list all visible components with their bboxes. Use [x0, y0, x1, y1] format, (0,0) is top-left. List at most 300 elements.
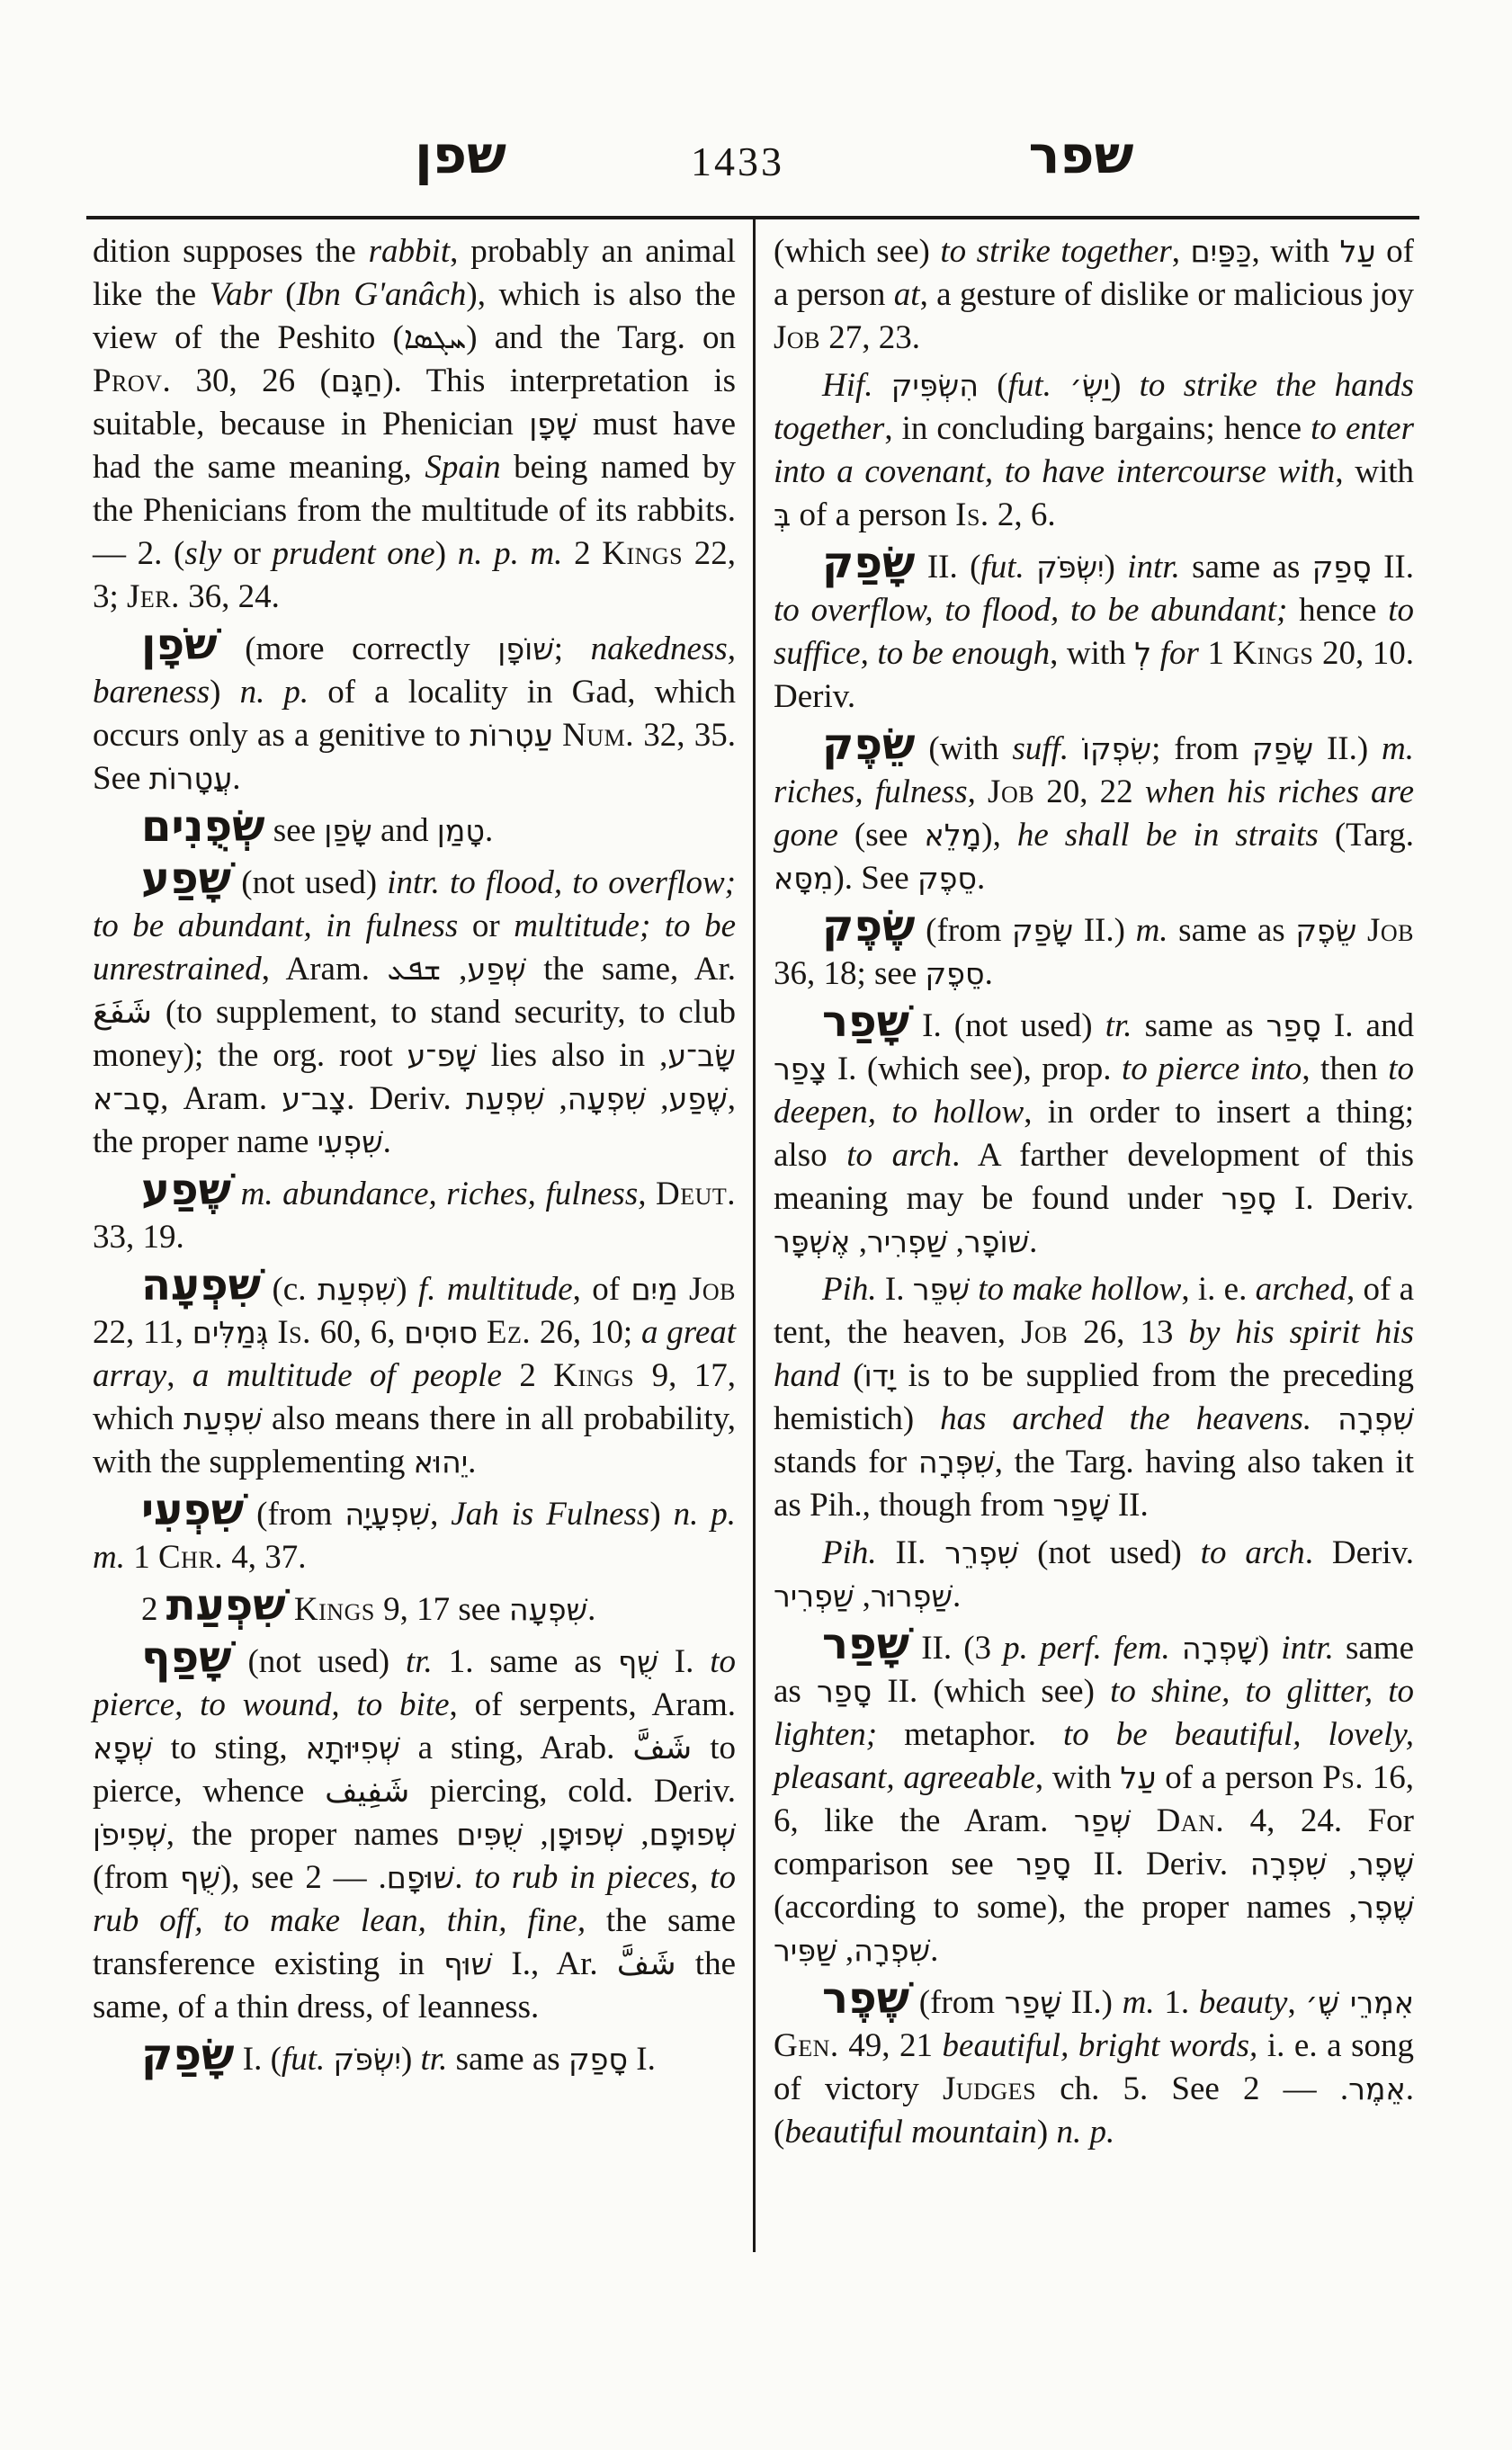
hebrew-word: שֻׁף: [617, 1644, 658, 1679]
hebrew-word: שָׁפַר: [1004, 1985, 1061, 2020]
hebrew-word: שֶׁפֶר: [1356, 1890, 1414, 1925]
text: ), see: [219, 1859, 306, 1896]
italic-text: n. p.: [239, 674, 309, 711]
text: (according to some), the proper names: [774, 1889, 1349, 1926]
hebrew-headword: שָׁפַר: [822, 1619, 910, 1669]
italic-text: has arched the heavens.: [940, 1400, 1312, 1437]
text: or: [458, 908, 514, 944]
text: [231, 1176, 241, 1212]
hebrew-word: שָׂפַק: [1252, 731, 1314, 766]
text: [1069, 730, 1082, 767]
text: ): [1104, 549, 1128, 586]
hebrew-word: אֶשְׁפָּר: [774, 1224, 851, 1259]
text: same as: [1179, 549, 1312, 586]
scripture-reference: Ps.: [1322, 1759, 1364, 1796]
hebrew-word: סָפַק: [1311, 550, 1372, 585]
italic-text: to pierce into: [1121, 1051, 1302, 1087]
text: to pierce, whence: [93, 1730, 736, 1810]
text: ,: [430, 1496, 452, 1533]
scripture-reference: Is.: [955, 496, 989, 533]
entry-shiphath-crossref: [93, 1580, 736, 1632]
italic-text: fut.: [980, 549, 1024, 586]
text: 1. same as: [432, 1643, 618, 1680]
italic-text: Pih.: [822, 1534, 877, 1571]
text: , the Targ. having also taken it as Pih., though from: [774, 1444, 1414, 1524]
italic-text: to enter into a covenant, to have intercourse with: [774, 410, 1414, 490]
italic-text: m.: [240, 1176, 273, 1212]
text: II.): [1313, 730, 1382, 767]
text: [1311, 1400, 1338, 1437]
text: (not used): [231, 1643, 406, 1680]
hebrew-word: סֵפֶק: [917, 861, 978, 896]
text: .: [587, 1591, 596, 1628]
text: [873, 367, 891, 404]
scripture-reference: Kings: [1232, 635, 1314, 672]
italic-text: Spain: [425, 449, 501, 486]
text: 9, 17 see: [374, 1591, 509, 1628]
text: ,: [544, 1080, 568, 1117]
scripture-reference: Job: [988, 773, 1035, 810]
text: .: [1029, 1223, 1038, 1260]
text: (to supplement, to stand security, to club money); the org. root: [93, 994, 736, 1074]
text: . — 2.: [305, 1859, 475, 1896]
hebrew-word: שַׁפְרוּר: [870, 1578, 953, 1614]
hebrew-word: שִׁפְעָה: [508, 1592, 588, 1627]
text: ,: [850, 1223, 867, 1260]
text: 26, 10;: [531, 1314, 641, 1351]
text: (which see): [774, 233, 941, 270]
text: ,: [623, 1816, 649, 1853]
hebrew-headword: שֹׁפָן: [141, 620, 218, 670]
italic-text: beautiful mountain: [784, 2114, 1037, 2150]
arabic-word: شَفَعَ: [93, 994, 152, 1031]
text: (from: [909, 1984, 1005, 2021]
hebrew-word: שׁוֹפָן: [497, 631, 554, 666]
hebrew-word: מַיִם: [631, 1272, 678, 1307]
italic-text: tr.: [405, 1643, 433, 1680]
arabic-word: شَفَّ: [616, 1945, 676, 1982]
hebrew-word: שִׁפְעַת: [317, 1272, 397, 1307]
text: (see: [837, 817, 925, 854]
text: 1: [1198, 635, 1233, 672]
running-head-left-keyword: שפן: [414, 124, 507, 185]
hebrew-word: סָפַר: [1266, 1008, 1321, 1043]
text: ): [1257, 1630, 1282, 1667]
italic-text: n. p.: [1056, 2114, 1115, 2150]
text: same as: [1132, 1007, 1266, 1044]
text: stands for: [774, 1444, 918, 1480]
text: is to be supplied from the preceding hemistich): [774, 1357, 1414, 1437]
scripture-reference: Kings: [602, 535, 684, 572]
scripture-reference: Job: [774, 319, 821, 356]
hebrew-word: שִׁפְרָה: [854, 1933, 931, 1968]
text: 1.: [1154, 1984, 1199, 2021]
text: , Aram.: [160, 1080, 282, 1117]
text: [1131, 1802, 1157, 1839]
italic-text: for: [1159, 635, 1199, 672]
entry-sephunim-crossref: [93, 801, 736, 853]
hebrew-word: שִׁפְעִי: [317, 1124, 383, 1159]
text: . Deriv.: [346, 1080, 466, 1117]
hebrew-word: סוּסִים: [404, 1315, 479, 1350]
scripture-reference: Job: [688, 1271, 737, 1308]
text: , in order to insert a thing; also: [774, 1094, 1414, 1174]
text: (: [272, 276, 297, 313]
entry-saphaq-I: [93, 2030, 736, 2081]
text: .: [984, 955, 993, 992]
text: the same, Ar.: [525, 951, 737, 988]
italic-text: nakedness, bareness: [93, 630, 736, 711]
hebrew-word: שַׁפִּיר: [774, 1933, 837, 1968]
italic-text: fut.: [1007, 367, 1051, 404]
text: same as: [774, 1630, 1414, 1710]
hebrew-word: שִׁפְעַת: [183, 1401, 263, 1436]
text: .: [930, 1932, 939, 1969]
text: [269, 1314, 278, 1351]
italic-text: sly: [184, 535, 222, 572]
text: (from: [93, 1859, 181, 1896]
italic-text: to deepen, to hollow: [774, 1051, 1415, 1131]
text: to sting,: [152, 1730, 306, 1766]
text: ,: [947, 1223, 964, 1260]
text: , the proper name: [93, 1080, 737, 1160]
text: [970, 1271, 978, 1308]
text: 2, 6.: [989, 496, 1056, 533]
text: I. Deriv.: [1275, 1180, 1414, 1217]
italic-text: when his riches are gone: [774, 773, 1415, 854]
hebrew-word: מָלֵא: [924, 818, 982, 853]
text: 32, 35. See: [93, 717, 737, 797]
text: , the proper names: [166, 1816, 457, 1853]
text: [1356, 912, 1367, 949]
scripture-reference: Chr.: [157, 1539, 224, 1576]
entry-shophan: [93, 620, 737, 800]
italic-text: fut.: [281, 2041, 326, 2078]
text: , in concluding bargains; hence: [884, 410, 1311, 447]
hebrew-headword: שִׁפְעַת: [166, 1580, 286, 1631]
italic-text: suff.: [1012, 730, 1069, 767]
text: same as: [447, 2041, 568, 2078]
entry-shiphi-name: [93, 1485, 737, 1579]
hebrew-word: שֻׁף: [180, 1860, 220, 1895]
text: hence: [1287, 592, 1389, 629]
hebrew-word: שִׁפֵּר: [912, 1272, 970, 1307]
scripture-reference: Job: [1366, 912, 1414, 949]
hebrew-word: שִׁפְעָיָה: [344, 1497, 431, 1532]
text: 20, 22: [1034, 773, 1145, 810]
text: of a person: [791, 496, 956, 533]
text: ). This interpretation is suitable, because in Phenician: [93, 362, 736, 443]
text: II.: [876, 1534, 945, 1571]
text: ,: [837, 1932, 854, 1969]
text: [1151, 635, 1160, 672]
hebrew-headword: שָׂפַק: [141, 2030, 235, 2080]
text: .: [382, 1123, 391, 1160]
italic-text: to be beautiful, lovely, pleasant, agreeable: [774, 1716, 1415, 1796]
entry-shaphar-I: [774, 997, 1415, 1264]
text: , of serpents, Aram.: [449, 1686, 736, 1723]
hebrew-headword: שָׁפַף: [141, 1632, 232, 1683]
text: and: [371, 812, 437, 849]
text: (: [979, 367, 1008, 404]
italic-text: m.: [1122, 1984, 1155, 2021]
text: (from: [915, 912, 1013, 949]
text: [478, 1314, 487, 1351]
scripture-reference: Deut.: [656, 1176, 737, 1212]
hebrew-word: שְׁפוּפָן: [548, 1817, 624, 1852]
scripture-reference: Kings: [293, 1591, 375, 1628]
page-number: 1433: [691, 139, 784, 184]
hebrew-word: שׁוֹפָר: [963, 1224, 1030, 1259]
hebrew-word: שֻׁפִּים: [456, 1817, 523, 1852]
hebrew-word: חַגָּם: [330, 363, 383, 398]
text: [646, 1176, 656, 1212]
text: [976, 773, 988, 810]
text: 22, 11,: [93, 1314, 192, 1351]
italic-text: at: [893, 276, 920, 313]
text: 9, 17, which: [93, 1357, 737, 1437]
italic-text: Ibn G'anâch: [296, 276, 467, 313]
text: , of: [572, 1271, 631, 1308]
text: II.): [1060, 1984, 1123, 2021]
entry-shiphah-noun: [93, 1260, 737, 1484]
text: 20, 10. Deriv.: [774, 635, 1414, 715]
entry-shapha-root: [93, 854, 737, 1164]
italic-text: to strike together: [940, 233, 1172, 270]
hebrew-word: שׁוּף: [443, 1946, 493, 1981]
hebrew-word: טָמַן: [436, 813, 485, 848]
text: the same, of a thin dress, of leanness.: [93, 1945, 737, 2025]
hebrew-word: לְ: [1134, 636, 1152, 671]
italic-text: to pierce, to wound, to bite: [93, 1643, 736, 1723]
hebrew-word: יֵהוּא: [413, 1444, 469, 1480]
text: . — 2. (: [774, 2070, 1415, 2150]
entry-shaphaph-root: [93, 1632, 737, 2029]
hebrew-word: שְׁפִיּוּתָא: [305, 1730, 400, 1766]
text: I., Ar.: [492, 1945, 617, 1982]
text: 22, 3;: [93, 535, 737, 615]
text: ,: [1326, 1846, 1357, 1882]
text: 16, 6, like the Aram.: [774, 1759, 1414, 1839]
arabic-word: شَفِيف: [325, 1773, 410, 1810]
hebrew-word: הִשְׂפִּיק: [890, 368, 980, 403]
italic-text: abundance, riches, fulness,: [282, 1176, 647, 1212]
text: [553, 717, 562, 754]
italic-text: to strike the hands together: [774, 367, 1415, 447]
hebrew-word: יַשְׂ׳: [1069, 368, 1111, 403]
text: , i. e.: [1181, 1271, 1256, 1308]
text: , a gesture of dislike or malicious joy: [919, 276, 1414, 313]
text: the same transference existing in: [93, 1902, 736, 1982]
text: ,: [441, 951, 468, 988]
syriac-word: ܚܓܣܐ: [403, 320, 467, 356]
hebrew-word: שִׂפְקוֹ: [1081, 731, 1152, 766]
entry-shaphar-II: [774, 1619, 1415, 1972]
entry-shepher-noun: [774, 1973, 1415, 2154]
text: ,: [646, 1080, 669, 1117]
hebrew-word: סָפַר: [817, 1674, 872, 1709]
scripture-reference: Dan.: [1156, 1802, 1225, 1839]
text: (not used): [1018, 1534, 1201, 1571]
hebrew-word: שׁוּפָם: [386, 1860, 455, 1895]
hebrew-headword: שֶׁפֶר: [822, 1973, 910, 2024]
text: metaphor.: [877, 1716, 1064, 1753]
scripture-reference: Is.: [277, 1314, 311, 1351]
text: ): [400, 2041, 421, 2078]
text: II. (: [915, 549, 981, 586]
text: 36, 24.: [179, 578, 280, 615]
hebrew-headword: שִׁפְעִי: [141, 1485, 245, 1535]
entry-shaphar-pihel-I: [774, 1268, 1414, 1527]
text: 2: [501, 1357, 554, 1394]
text: , with: [1034, 1759, 1121, 1796]
text: ): [1110, 367, 1140, 404]
scripture-reference: Num.: [562, 717, 634, 754]
hebrew-word: שְׁפוּפָם: [649, 1817, 737, 1852]
hebrew-word: שָׁפְרָה: [1181, 1631, 1258, 1666]
text: ) and the Targ. on: [466, 319, 736, 356]
hebrew-headword: שָׁפַר: [822, 997, 910, 1047]
text: ,: [523, 1816, 549, 1853]
hebrew-word: שֶׁפַע: [668, 1081, 728, 1116]
entry-saphaq-hiphil: [774, 364, 1414, 537]
hebrew-word: עַל: [1339, 234, 1376, 269]
arabic-word: شَفَّ: [632, 1730, 693, 1766]
text: (from: [244, 1496, 345, 1533]
text: i. e. a song of victory: [774, 2027, 1414, 2107]
italic-text: to arch: [846, 1137, 953, 1174]
text: , then: [1302, 1051, 1389, 1087]
hebrew-word: בְּ: [774, 497, 792, 532]
text: 30, 26 (: [171, 362, 331, 399]
hebrew-headword: שֶׁפַע: [141, 1165, 232, 1215]
italic-text: to suffice, to be enough: [774, 592, 1414, 672]
hebrew-word: שָׁפַר: [1052, 1488, 1110, 1523]
text: 36, 18; see: [774, 955, 926, 992]
text: ),: [981, 817, 1017, 854]
hebrew-word: יָדוֹ: [863, 1358, 896, 1393]
text: [1024, 549, 1036, 586]
hebrew-word: שִׁפְרֵר: [944, 1535, 1019, 1570]
text: I. (not used): [909, 1007, 1105, 1044]
hebrew-word: סָפַר: [1221, 1181, 1276, 1216]
hebrew-word: שְׁפָא: [93, 1730, 153, 1766]
hebrew-word: שְׁפַע: [467, 952, 526, 987]
column-divider-rule: [753, 219, 756, 2252]
entry-saphaq-I-continuation: [774, 230, 1414, 360]
text: I. and: [1320, 1007, 1414, 1044]
text: 2: [141, 1591, 294, 1628]
text: [273, 1176, 283, 1212]
text: ,: [854, 1578, 871, 1614]
text: 2: [562, 535, 603, 572]
hebrew-headword: שְׂפֻנִים: [141, 801, 265, 852]
hebrew-word: שֶׁפֶר: [1356, 1846, 1414, 1882]
hebrew-word: עֲטָרוֹת: [148, 761, 233, 796]
entry-shaphar-pihel-II: [774, 1532, 1414, 1618]
text: , probably an animal like the: [93, 233, 736, 313]
text: of a locality in Gad, which occurs only as a genitive to: [93, 674, 737, 754]
text: .: [484, 812, 494, 849]
scripture-reference: Gen.: [774, 2027, 839, 2064]
italic-text: n. p. m.: [457, 535, 563, 572]
hebrew-word: עַל: [1120, 1760, 1157, 1795]
italic-text: multitude; to be unrestrained: [93, 908, 736, 988]
italic-text: intr. to flood, to overflow; to be abundant, in fulness: [93, 864, 737, 944]
hebrew-word: שְׁפִיפֹן: [93, 1817, 166, 1852]
text: 26, 13: [1068, 1314, 1189, 1351]
hebrew-word: יִשְׂפֹּק: [333, 2042, 401, 2077]
text: ,: [1287, 1984, 1306, 2021]
italic-text: by his spirit his hand: [774, 1314, 1415, 1394]
text: [1170, 1630, 1182, 1667]
italic-text: to overflow, to flood, to be abundant;: [774, 592, 1288, 629]
hebrew-word: שִׁפְרָה: [1338, 1401, 1415, 1436]
text: [1051, 367, 1069, 404]
text: 33, 19.: [93, 1219, 184, 1256]
hebrew-word: שִׁפְּרָה: [917, 1444, 995, 1480]
hebrew-word: שִׁפְעַת: [465, 1081, 545, 1116]
text: . A farther development of this meaning may be found under: [774, 1137, 1414, 1217]
italic-text: n. p. m.: [93, 1496, 737, 1576]
text: (with: [915, 730, 1013, 767]
entry-shepha-noun: [93, 1165, 737, 1259]
text: same as: [1168, 912, 1296, 949]
text: , with: [1251, 233, 1340, 270]
italic-text: to rub in pieces, to rub off, to make lean, thin, fine,: [93, 1859, 736, 1939]
italic-text: prudent one: [272, 535, 435, 572]
hebrew-word: גְּמַלִּים: [192, 1315, 269, 1350]
scripture-reference: Jer.: [127, 578, 180, 615]
hebrew-word: שַׁפְרִיר: [866, 1224, 948, 1259]
text: II.): [1073, 912, 1136, 949]
italic-text: m.: [1135, 912, 1168, 949]
italic-text: Vabr: [209, 276, 273, 313]
italic-text: intr.: [1127, 549, 1180, 586]
text: or: [221, 535, 273, 572]
italic-text: Hif.: [822, 367, 873, 404]
text: 1: [124, 1539, 158, 1576]
text: ; from: [1151, 730, 1253, 767]
hebrew-headword: שֵׂפֶק: [822, 720, 916, 770]
text: .: [468, 1444, 477, 1480]
text: also means there in all probability, with the supplementing: [93, 1400, 736, 1480]
text: ch. 5. See: [1036, 2070, 1244, 2107]
text: dition supposes the: [93, 233, 369, 270]
text: .: [952, 1578, 962, 1614]
hebrew-word: אִמְרֵי שֶׁ׳: [1305, 1985, 1415, 2020]
text: ): [1036, 2114, 1057, 2150]
hebrew-word: שֵׂפֶק: [1295, 913, 1357, 948]
text: 60, 6,: [310, 1314, 405, 1351]
italic-text: beautiful, bright words,: [942, 2027, 1258, 2064]
italic-text: tr.: [420, 2041, 448, 2078]
text: , of a tent, the heaven,: [774, 1271, 1415, 1351]
text: I.: [876, 1271, 913, 1308]
text: see: [264, 812, 325, 849]
hebrew-word: צָב־ע: [282, 1081, 347, 1116]
hebrew-word: סָפַר: [1015, 1846, 1071, 1882]
italic-text: to arch: [1200, 1534, 1305, 1571]
text: piercing, cold. Deriv.: [409, 1773, 736, 1810]
text: 4, 37.: [223, 1539, 307, 1576]
hebrew-word: שַׁפְרִיר: [774, 1578, 854, 1614]
italic-text: to make hollow: [978, 1271, 1182, 1308]
italic-text: m. riches, fulness,: [774, 730, 1415, 810]
text: being named by the Phenicians from the multitude of its rabbits. — 2. (: [93, 449, 737, 572]
scripture-reference: Prov.: [93, 362, 172, 399]
text: I.: [628, 2041, 656, 2078]
